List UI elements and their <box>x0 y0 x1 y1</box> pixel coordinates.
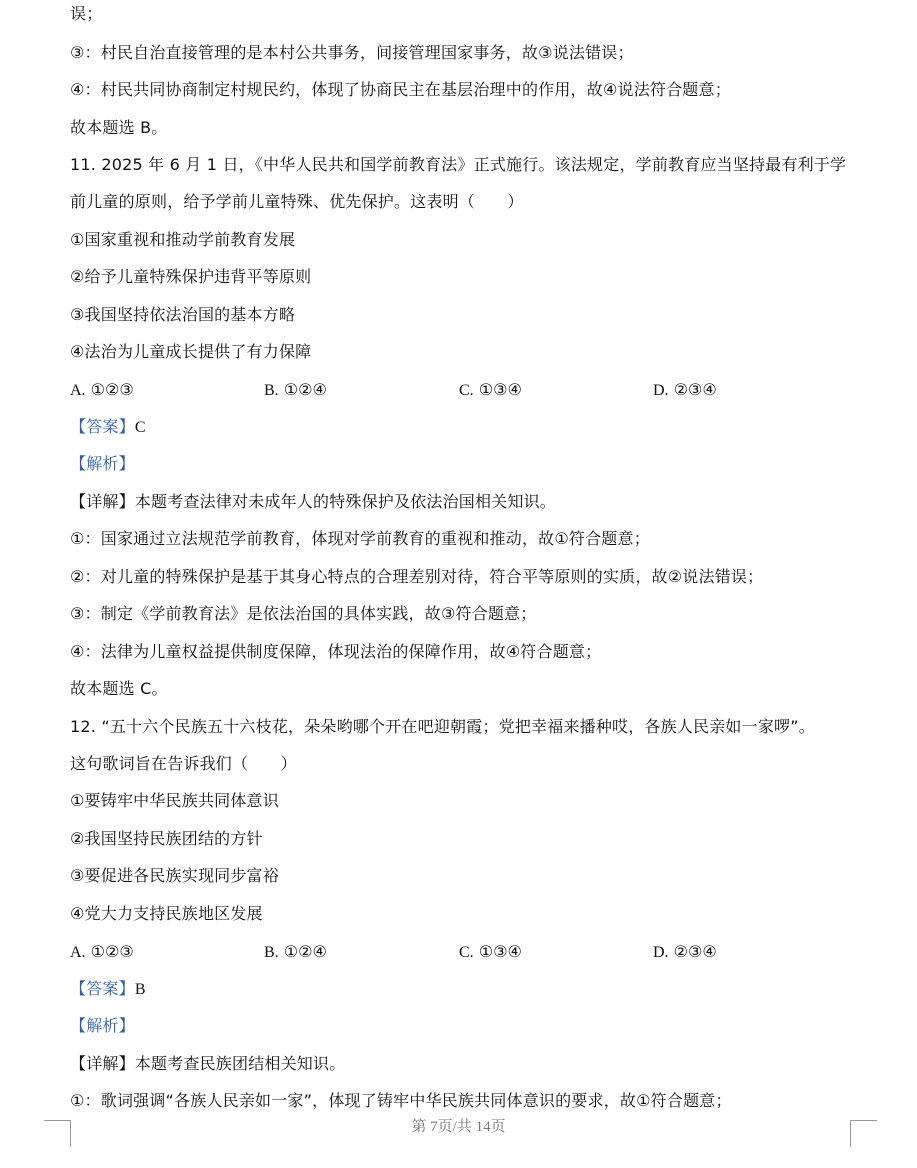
option-a: A. ①②③ <box>70 942 134 961</box>
text-line: ④：村民共同协商制定村规民约，体现了协商民主在基层治理中的作用，故④说法符合题意； <box>70 80 731 99</box>
analysis-line <box>70 1015 877 1037</box>
page-number: 第 7页/共 14页 <box>411 1119 506 1135</box>
question-12-statement: ①要铸牢中华民族共同体意识 <box>70 791 279 810</box>
question-11-statement: ①国家重视和推动学前教育发展 <box>70 230 296 249</box>
analysis-line <box>70 453 877 475</box>
explanation-line: ①：国家通过立法规范学前教育，体现对学前教育的重视和推动，故①符合题意； <box>70 529 650 548</box>
explanation-line: 【详解】本题考查法律对未成年人的特殊保护及依法治国相关知识。 <box>70 492 557 511</box>
question-12-stem-line-1: 12. “五十六个民族五十六枝花，朵朵哟哪个开在吧迎朝霞；党把幸福来播种哎，各族人民亲如一家啰”。 <box>70 717 815 736</box>
question-12-stem-line-2: 这句歌词旨在告诉我们（ ） <box>70 754 297 773</box>
option-c: C. ①③④ <box>459 942 522 961</box>
option-d: D. ②③④ <box>653 942 717 961</box>
answer-value: B <box>134 981 146 998</box>
explanation-line: ④：法律为儿童权益提供制度保障，体现法治的保障作用，故④符合题意； <box>70 642 602 661</box>
question-12-statement: ②我国坚持民族团结的方针 <box>70 829 263 848</box>
text-line: 误； <box>70 4 103 23</box>
explanation-line: 故本题选 C。 <box>70 679 168 698</box>
answer-tag: 【答案】 <box>70 417 135 436</box>
question-11-statement: ④法治为儿童成长提供了有力保障 <box>70 342 312 361</box>
answer-line <box>70 416 877 439</box>
answer-line <box>70 978 877 1001</box>
text-line: ③：村民自治直接管理的是本村公共事务，间接管理国家事务，故③说法错误； <box>70 43 634 62</box>
question-11-statement: ③我国坚持依法治国的基本方略 <box>70 305 296 324</box>
explanation-line: ②：对儿童的特殊保护是基于其身心特点的合理差别对待，符合平等原则的实质，故②说法错误； <box>70 567 764 586</box>
question-12-statement: ③要促进各民族实现同步富裕 <box>70 866 279 885</box>
analysis-tag: 【解析】 <box>70 454 135 473</box>
answer-value: C <box>134 419 146 436</box>
option-b: B. ①②④ <box>264 942 327 961</box>
text-line: 故本题选 B。 <box>70 118 168 137</box>
option-b: B. ①②④ <box>264 380 327 399</box>
question-11-stem-line-1: 11. 2025 年 6 月 1 日，《中华人民共和国学前教育法》正式施行。该法规定，学前教育应当坚持最有利于学 <box>70 155 847 174</box>
option-c: C. ①③④ <box>459 380 522 399</box>
question-11-statement: ②给予儿童特殊保护违背平等原则 <box>70 267 312 286</box>
explanation-line: ③：制定《学前教育法》是依法治国的具体实践，故③符合题意； <box>70 604 537 623</box>
question-12-statement: ④党大力支持民族地区发展 <box>70 904 263 923</box>
answer-tag: 【答案】 <box>70 979 135 998</box>
explanation-line: ①：歌词强调“各族人民亲如一家”，体现了铸牢中华民族共同体意识的要求，故①符合题意； <box>70 1091 732 1110</box>
analysis-tag: 【解析】 <box>70 1016 135 1035</box>
option-a: A. ①②③ <box>70 380 134 399</box>
explanation-line: 【详解】本题考查民族团结相关知识。 <box>70 1054 346 1073</box>
question-11-stem-line-2: 前儿童的原则，给予学前儿童特殊、优先保护。这表明（ ） <box>70 192 524 211</box>
option-d: D. ②③④ <box>653 380 717 399</box>
